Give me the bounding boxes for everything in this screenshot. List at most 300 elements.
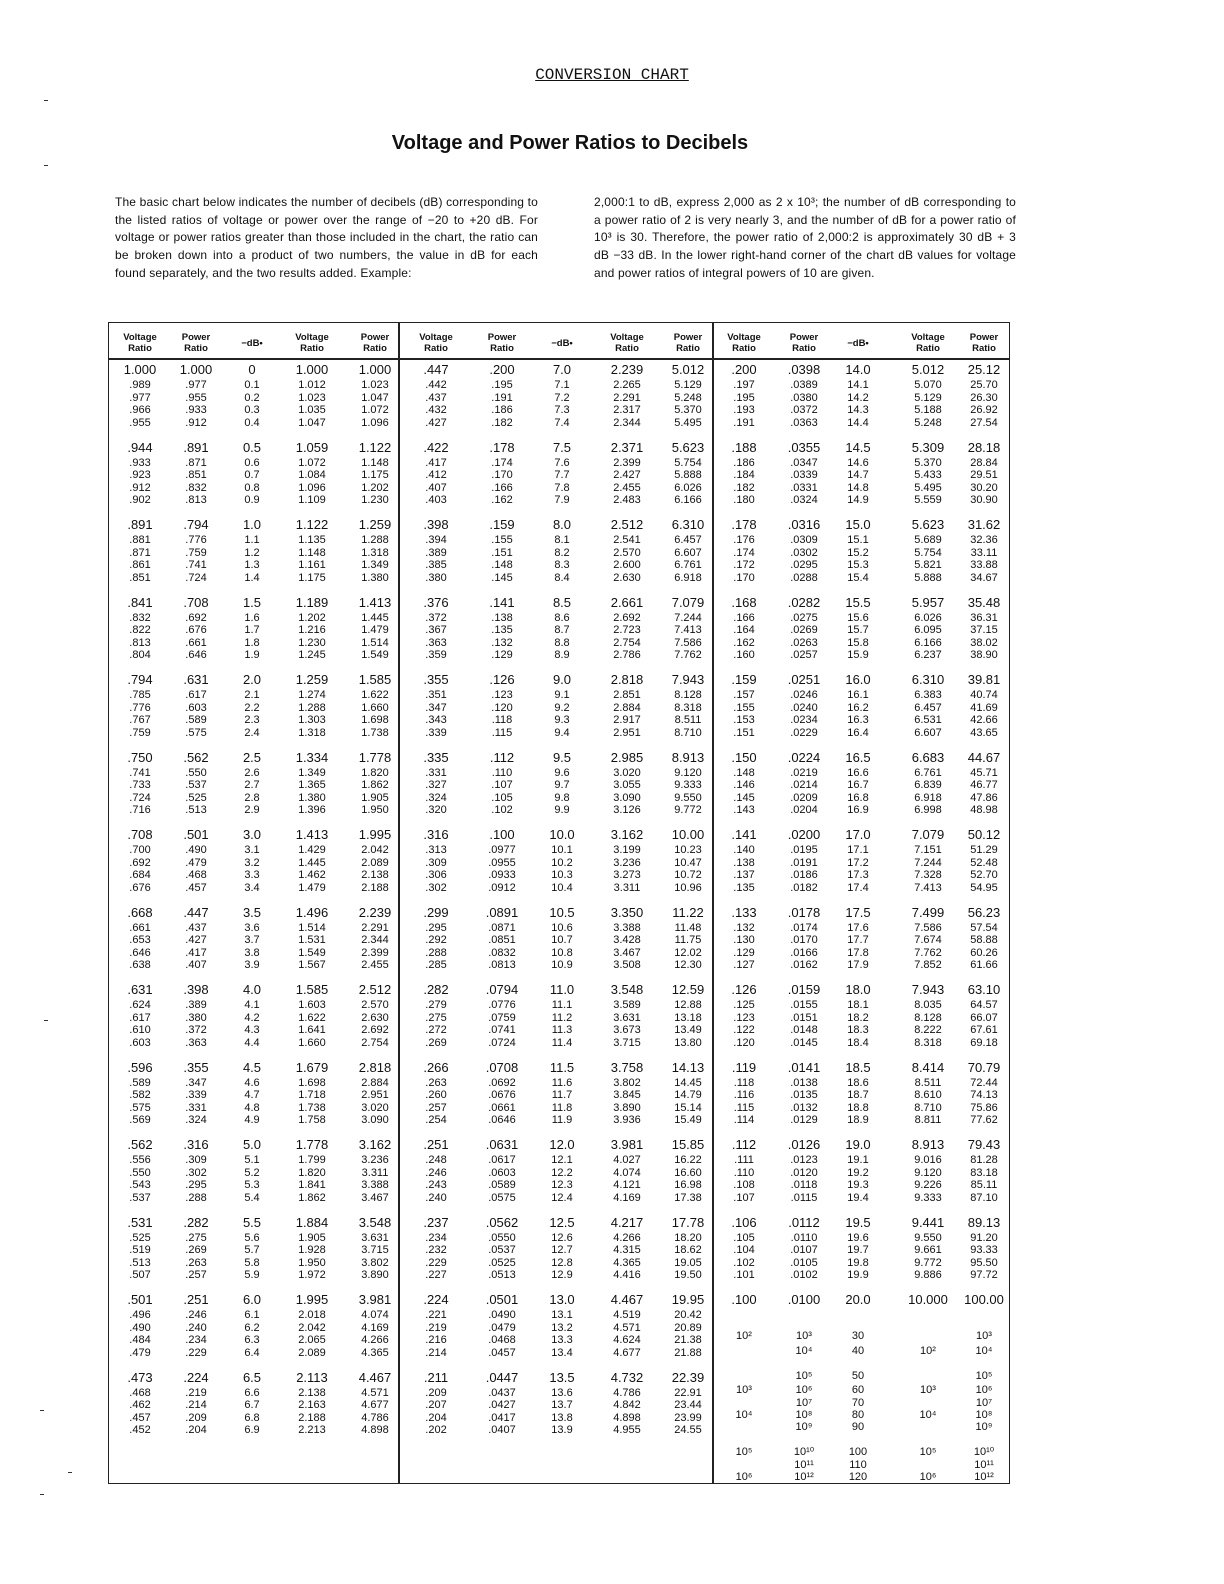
- power-ratio-cell: .575: [185, 726, 207, 739]
- db-cell: 3.7: [244, 934, 260, 947]
- power-of-ten-cell: 10⁶: [735, 1471, 753, 1483]
- voltage-ratio-cell: .923: [129, 469, 151, 482]
- power-of-ten-cell: 10⁵: [919, 1446, 937, 1458]
- power-ratio-cell: .0257: [790, 649, 818, 662]
- power-ratio-cell: .692: [185, 611, 207, 624]
- voltage-ratio-cell: 2.512: [610, 517, 644, 532]
- voltage-ratio-cell: 1.995: [295, 1292, 329, 1307]
- voltage-ratio-cell: 6.607: [914, 726, 942, 739]
- voltage-ratio-cell: 7.674: [914, 934, 942, 947]
- power-of-ten-cell: 10⁶: [919, 1471, 937, 1483]
- db-cell: 1.8: [244, 636, 260, 649]
- voltage-ratio-cell: 6.918: [914, 791, 942, 804]
- power-ratio-cell: 19.05: [674, 1256, 702, 1269]
- db-cell: 15.7: [847, 624, 869, 637]
- power-ratio-cell: .0380: [790, 391, 818, 404]
- power-ratio-cell: 20.89: [674, 1321, 702, 1334]
- db-cell: 7.6: [554, 456, 570, 469]
- voltage-ratio-cell: .380: [425, 571, 447, 584]
- power-ratio-cell: 24.55: [674, 1424, 702, 1437]
- power-of-ten-cell: 90: [851, 1421, 865, 1433]
- power-ratio-cell: .339: [185, 1089, 207, 1102]
- voltage-ratio-cell: .407: [425, 481, 447, 494]
- power-ratio-cell: .324: [185, 1114, 207, 1127]
- power-ratio-cell: 89.13: [967, 1214, 1001, 1230]
- voltage-ratio-cell: .157: [733, 689, 755, 702]
- voltage-ratio-header: Voltage Ratio: [123, 332, 157, 354]
- db-cell: 8.1: [554, 534, 570, 547]
- db-cell: 19.7: [847, 1244, 869, 1257]
- voltage-ratio-cell: 9.333: [914, 1191, 942, 1204]
- voltage-ratio-cell: .617: [129, 1011, 151, 1024]
- db-cell: 4.1: [244, 999, 260, 1012]
- voltage-ratio-cell: .676: [129, 881, 151, 894]
- voltage-ratio-cell: 1.245: [298, 649, 326, 662]
- header-rule: [108, 358, 1010, 360]
- power-ratio-cell: 10.23: [674, 844, 702, 857]
- db-cell: 10.1: [551, 844, 573, 857]
- db-cell: 3.2: [244, 856, 260, 869]
- power-ratio-cell: .0813: [488, 959, 516, 972]
- power-of-ten-cell: 10²: [920, 1345, 936, 1357]
- power-ratio-cell: 1.995: [358, 827, 392, 842]
- power-ratio-cell: .0129: [790, 1114, 818, 1127]
- power-ratio-cell: 6.761: [674, 559, 702, 572]
- voltage-ratio-cell: .955: [129, 416, 151, 429]
- db-cell: 8.9: [554, 649, 570, 662]
- power-ratio-cell: 1.479: [361, 624, 389, 637]
- db-cell: 2.2: [244, 701, 260, 714]
- power-of-ten-cell: 10¹⁰: [973, 1446, 995, 1458]
- voltage-ratio-cell: 3.199: [613, 844, 641, 857]
- voltage-ratio-cell: 1.230: [298, 636, 326, 649]
- power-ratio-cell: .347: [185, 1076, 207, 1089]
- voltage-ratio-cell: .275: [425, 1011, 447, 1024]
- voltage-ratio-cell: .240: [425, 1191, 447, 1204]
- voltage-ratio-cell: 4.519: [613, 1309, 641, 1322]
- voltage-ratio-cell: .355: [423, 672, 449, 687]
- db-cell: 0.3: [244, 404, 260, 417]
- power-ratio-cell: 2.754: [361, 1036, 389, 1049]
- db-cell: 1.2: [244, 546, 260, 559]
- voltage-ratio-cell: .288: [425, 946, 447, 959]
- db-cell: 10.3: [551, 869, 573, 882]
- voltage-ratio-cell: 1.429: [298, 844, 326, 857]
- power-ratio-cell: .0479: [488, 1321, 516, 1334]
- voltage-ratio-cell: 3.162: [610, 827, 644, 842]
- power-ratio-cell: 2.399: [361, 946, 389, 959]
- voltage-ratio-cell: .351: [425, 689, 447, 702]
- power-ratio-cell: 14.45: [674, 1076, 702, 1089]
- voltage-ratio-cell: .684: [129, 869, 151, 882]
- power-ratio-cell: .0398: [787, 362, 821, 377]
- power-ratio-cell: 19.95: [671, 1292, 705, 1307]
- voltage-ratio-cell: .114: [733, 1114, 755, 1127]
- power-ratio-cell: 4.898: [361, 1424, 389, 1437]
- db-cell: 2.4: [244, 726, 260, 739]
- voltage-ratio-cell: .452: [129, 1424, 151, 1437]
- power-of-ten-cell: 10⁷: [795, 1397, 813, 1409]
- db-cell: 18.8: [847, 1101, 869, 1114]
- db-cell: 8.2: [554, 546, 570, 559]
- voltage-ratio-cell: 4.266: [613, 1231, 641, 1244]
- power-ratio-cell: 16.98: [674, 1179, 702, 1192]
- voltage-ratio-cell: .447: [423, 362, 449, 377]
- voltage-ratio-cell: 2.113: [296, 1369, 328, 1385]
- power-ratio-header: Power Ratio: [181, 332, 211, 354]
- db-cell: 6.3: [244, 1334, 260, 1347]
- voltage-ratio-cell: 4.955: [613, 1424, 641, 1437]
- power-ratio-cell: 18.62: [674, 1244, 702, 1257]
- power-of-ten-cell: 10⁴: [735, 1409, 753, 1421]
- voltage-ratio-cell: 1.413: [295, 827, 329, 842]
- db-cell: 9.7: [554, 779, 570, 792]
- power-ratio-cell: .832: [185, 481, 207, 494]
- power-ratio-cell: 30.20: [970, 481, 998, 494]
- voltage-ratio-cell: .302: [425, 881, 447, 894]
- power-ratio-cell: .0871: [488, 921, 516, 934]
- db-cell: 15.9: [847, 649, 869, 662]
- power-ratio-cell: 1.072: [361, 404, 389, 417]
- voltage-ratio-cell: .335: [423, 749, 449, 765]
- db-cell: 19.5: [845, 1214, 871, 1230]
- power-ratio-cell: .0178: [787, 904, 821, 920]
- voltage-ratio-cell: 1.380: [298, 791, 326, 804]
- voltage-ratio-cell: .204: [425, 1411, 447, 1424]
- voltage-ratio-cell: 3.350: [610, 904, 644, 920]
- power-ratio-cell: .933: [185, 404, 207, 417]
- power-ratio-cell: 4.786: [361, 1411, 389, 1424]
- power-of-ten-cell: 30: [851, 1330, 865, 1342]
- power-of-ten-cell: 70: [851, 1397, 865, 1409]
- voltage-ratio-cell: .367: [425, 624, 447, 637]
- db-cell: 5.4: [244, 1191, 260, 1204]
- db-cell: 4.6: [244, 1076, 260, 1089]
- voltage-ratio-cell: .313: [425, 844, 447, 857]
- db-cell: 6.5: [242, 1369, 262, 1385]
- db-cell: 13.4: [551, 1346, 573, 1359]
- power-ratio-cell: 2.630: [361, 1011, 389, 1024]
- db-cell: 18.1: [847, 999, 869, 1012]
- power-ratio-cell: .0132: [790, 1101, 818, 1114]
- db-cell: 2.5: [242, 749, 262, 765]
- voltage-ratio-cell: .822: [129, 624, 151, 637]
- power-ratio-cell: .141: [489, 594, 515, 610]
- power-ratio-cell: .0501: [485, 1292, 519, 1307]
- power-ratio-cell: 1.862: [361, 779, 389, 792]
- db-cell: 9.4: [554, 726, 570, 739]
- db-cell: 10.5: [549, 904, 575, 920]
- voltage-ratio-cell: .804: [129, 649, 151, 662]
- power-ratio-cell: 23.99: [674, 1411, 702, 1424]
- voltage-ratio-cell: 3.273: [613, 869, 641, 882]
- power-ratio-cell: .0182: [790, 881, 818, 894]
- db-cell: 14.5: [845, 439, 871, 455]
- voltage-ratio-cell: .733: [129, 779, 151, 792]
- db-cell: 0.4: [244, 416, 260, 429]
- power-ratio-cell: 10.47: [674, 856, 702, 869]
- voltage-ratio-cell: .123: [733, 1011, 755, 1024]
- db-cell: 9.8: [554, 791, 570, 804]
- power-of-ten-cell: 10⁶: [975, 1384, 993, 1396]
- scan-mark: [68, 1472, 72, 1473]
- power-ratio-header: Power Ratio: [673, 332, 703, 354]
- power-ratio-cell: 85.11: [970, 1179, 998, 1192]
- db-cell: 14.4: [847, 416, 869, 429]
- power-ratio-cell: .0407: [488, 1424, 516, 1437]
- power-ratio-cell: 4.467: [358, 1369, 392, 1385]
- db-cell: 15.8: [847, 636, 869, 649]
- voltage-ratio-cell: .432: [425, 404, 447, 417]
- voltage-ratio-cell: 4.898: [613, 1411, 641, 1424]
- power-ratio-cell: 9.772: [674, 804, 702, 817]
- voltage-ratio-cell: 8.913: [911, 1137, 945, 1152]
- power-ratio-cell: 3.890: [361, 1269, 389, 1282]
- power-of-ten-cell: 10⁵: [795, 1370, 813, 1382]
- voltage-ratio-cell: 3.589: [613, 999, 641, 1012]
- power-ratio-cell: 12.88: [674, 999, 702, 1012]
- power-ratio-cell: 11.75: [674, 934, 702, 947]
- power-ratio-cell: .0363: [790, 416, 818, 429]
- power-ratio-cell: 50.12: [967, 827, 1001, 842]
- power-ratio-cell: 4.677: [361, 1399, 389, 1412]
- voltage-ratio-cell: .101: [733, 1269, 755, 1282]
- power-ratio-cell: 56.23: [967, 904, 1001, 920]
- power-ratio-cell: .0174: [790, 921, 818, 934]
- power-ratio-header: Power Ratio: [969, 332, 999, 354]
- voltage-ratio-cell: .977: [129, 391, 151, 404]
- db-cell: 4.8: [244, 1101, 260, 1114]
- power-ratio-cell: 5.495: [674, 416, 702, 429]
- power-ratio-cell: .0282: [787, 594, 821, 610]
- voltage-ratio-cell: 3.467: [613, 946, 641, 959]
- power-ratio-cell: .501: [183, 827, 209, 842]
- voltage-ratio-cell: .140: [733, 844, 755, 857]
- power-ratio-cell: 8.710: [674, 726, 702, 739]
- power-ratio-cell: 52.48: [970, 856, 998, 869]
- power-ratio-cell: 46.77: [970, 779, 998, 792]
- voltage-ratio-cell: 2.065: [298, 1334, 326, 1347]
- voltage-ratio-cell: 4.027: [613, 1154, 641, 1167]
- db-cell: 16.9: [847, 804, 869, 817]
- voltage-ratio-cell: 2.818: [610, 672, 644, 687]
- db-cell: 6.1: [244, 1309, 260, 1322]
- power-ratio-cell: 13.18: [674, 1011, 702, 1024]
- db-cell: 9.2: [554, 701, 570, 714]
- voltage-ratio-cell: 1.445: [298, 856, 326, 869]
- power-ratio-cell: 1.950: [361, 804, 389, 817]
- voltage-ratio-cell: 1.122: [295, 517, 329, 532]
- power-ratio-cell: 16.22: [674, 1154, 702, 1167]
- voltage-ratio-cell: 9.226: [914, 1179, 942, 1192]
- voltage-ratio-cell: .107: [733, 1191, 755, 1204]
- voltage-ratio-cell: .989: [129, 379, 151, 392]
- power-ratio-cell: 1.820: [361, 766, 389, 779]
- power-ratio-cell: .447: [183, 904, 209, 920]
- voltage-ratio-header: Voltage Ratio: [295, 332, 329, 354]
- voltage-ratio-cell: 2.951: [613, 726, 641, 739]
- power-ratio-cell: 2.344: [361, 934, 389, 947]
- db-cell: 19.3: [847, 1179, 869, 1192]
- power-ratio-cell: .708: [183, 594, 209, 610]
- voltage-ratio-cell: 1.820: [298, 1166, 326, 1179]
- voltage-ratio-cell: .507: [129, 1269, 151, 1282]
- voltage-ratio-cell: 4.677: [613, 1346, 641, 1359]
- power-ratio-cell: .155: [491, 534, 513, 547]
- voltage-ratio-cell: 6.531: [914, 714, 942, 727]
- voltage-ratio-cell: 5.623: [911, 517, 945, 532]
- db-cell: 8.6: [554, 611, 570, 624]
- db-cell: 6.9: [244, 1424, 260, 1437]
- voltage-ratio-cell: 5.370: [914, 456, 942, 469]
- voltage-ratio-cell: 8.318: [914, 1036, 942, 1049]
- voltage-ratio-cell: 2.723: [613, 624, 641, 637]
- power-ratio-cell: 47.86: [970, 791, 998, 804]
- voltage-ratio-cell: 2.265: [613, 379, 641, 392]
- voltage-ratio-cell: 1.023: [298, 391, 326, 404]
- power-ratio-cell: 45.71: [970, 766, 998, 779]
- db-cell: 0.5: [242, 439, 262, 455]
- power-ratio-cell: 17.38: [674, 1191, 702, 1204]
- power-ratio-cell: .229: [185, 1346, 207, 1359]
- power-ratio-cell: .724: [185, 571, 207, 584]
- db-cell: 8.5: [552, 594, 572, 610]
- voltage-ratio-cell: 3.890: [613, 1101, 641, 1114]
- power-of-ten-cell: 120: [848, 1471, 868, 1483]
- voltage-ratio-cell: 1.514: [298, 921, 326, 934]
- voltage-ratio-cell: .118: [733, 1076, 755, 1089]
- power-ratio-cell: 16.60: [674, 1166, 702, 1179]
- db-cell: 18.5: [845, 1059, 871, 1075]
- db-cell: 13.9: [551, 1424, 573, 1437]
- voltage-ratio-cell: .442: [425, 379, 447, 392]
- power-ratio-cell: .0437: [488, 1386, 516, 1399]
- power-ratio-cell: 5.754: [674, 456, 702, 469]
- power-ratio-cell: .0794: [485, 982, 519, 997]
- power-ratio-cell: .0269: [790, 624, 818, 637]
- power-ratio-cell: .550: [185, 766, 207, 779]
- voltage-ratio-cell: 1.660: [298, 1036, 326, 1049]
- power-ratio-cell: .275: [185, 1231, 207, 1244]
- power-ratio-cell: .871: [185, 456, 207, 469]
- voltage-ratio-cell: .484: [129, 1334, 151, 1347]
- power-ratio-cell: 2.089: [361, 856, 389, 869]
- db-cell: 11.4: [551, 1036, 573, 1049]
- power-ratio-cell: 1.514: [361, 636, 389, 649]
- power-ratio-cell: 1.778: [358, 749, 392, 765]
- db-cell: 8.0: [552, 517, 572, 532]
- power-ratio-cell: 25.12: [967, 362, 1001, 377]
- voltage-ratio-cell: 1.905: [298, 1231, 326, 1244]
- power-of-ten-cell: 10¹²: [974, 1471, 994, 1483]
- voltage-ratio-cell: 8.128: [914, 1011, 942, 1024]
- voltage-ratio-cell: 3.758: [610, 1059, 644, 1075]
- power-ratio-cell: .759: [185, 546, 207, 559]
- power-ratio-cell: .0155: [790, 999, 818, 1012]
- voltage-ratio-cell: 2.455: [613, 481, 641, 494]
- power-ratio-cell: 58.88: [970, 934, 998, 947]
- voltage-ratio-cell: 1.862: [298, 1191, 326, 1204]
- voltage-ratio-cell: 6.683: [911, 749, 945, 765]
- power-of-ten-cell: 10³: [796, 1330, 812, 1342]
- power-ratio-cell: .0851: [488, 934, 516, 947]
- power-ratio-cell: .331: [185, 1101, 207, 1114]
- voltage-ratio-cell: .417: [425, 456, 447, 469]
- power-ratio-cell: 1.445: [361, 611, 389, 624]
- power-ratio-cell: 1.380: [361, 571, 389, 584]
- power-ratio-cell: .138: [491, 611, 513, 624]
- power-ratio-cell: 1.585: [358, 672, 392, 687]
- voltage-ratio-cell: 4.217: [610, 1214, 644, 1230]
- voltage-ratio-cell: .282: [423, 982, 449, 997]
- voltage-ratio-cell: .661: [129, 921, 151, 934]
- voltage-ratio-cell: 1.679: [295, 1059, 329, 1075]
- voltage-ratio-cell: 1.549: [298, 946, 326, 959]
- power-ratio-cell: .0263: [790, 636, 818, 649]
- db-cell: 1.9: [244, 649, 260, 662]
- voltage-ratio-cell: 4.732: [610, 1369, 644, 1385]
- voltage-ratio-cell: 1.059: [295, 439, 329, 455]
- power-ratio-cell: 3.631: [361, 1231, 389, 1244]
- power-ratio-cell: 6.026: [674, 481, 702, 494]
- voltage-ratio-cell: 1.718: [298, 1089, 326, 1102]
- voltage-ratio-cell: .462: [129, 1399, 151, 1412]
- db-cell: 0.6: [244, 456, 260, 469]
- db-cell: 2.0: [242, 672, 262, 687]
- voltage-ratio-cell: .347: [425, 701, 447, 714]
- power-ratio-cell: 2.042: [361, 844, 389, 857]
- voltage-ratio-cell: 3.055: [613, 779, 641, 792]
- voltage-ratio-cell: 3.631: [613, 1011, 641, 1024]
- db-cell: 8.3: [554, 559, 570, 572]
- power-ratio-cell: .479: [185, 856, 207, 869]
- power-ratio-cell: 51.29: [970, 844, 998, 857]
- voltage-ratio-cell: 1.109: [298, 494, 326, 507]
- voltage-ratio-cell: .251: [423, 1137, 449, 1152]
- db-cell: 12.9: [551, 1269, 573, 1282]
- voltage-ratio-cell: .133: [731, 904, 757, 920]
- power-ratio-cell: .282: [183, 1214, 209, 1230]
- db-cell: 15.6: [847, 611, 869, 624]
- voltage-ratio-cell: .102: [733, 1256, 755, 1269]
- power-ratio-cell: 12.30: [674, 959, 702, 972]
- power-ratio-cell: .162: [491, 494, 513, 507]
- power-ratio-cell: 3.802: [361, 1256, 389, 1269]
- power-ratio-cell: .525: [185, 791, 207, 804]
- db-cell: 9.6: [554, 766, 570, 779]
- db-cell: 15.2: [847, 546, 869, 559]
- db-cell: 16.5: [845, 749, 871, 765]
- voltage-ratio-cell: 8.610: [914, 1089, 942, 1102]
- power-ratio-cell: 39.81: [967, 672, 1001, 687]
- voltage-ratio-cell: .700: [129, 844, 151, 857]
- power-ratio-cell: 2.692: [361, 1024, 389, 1037]
- db-cell: 13.3: [551, 1334, 573, 1347]
- voltage-ratio-cell: 7.151: [914, 844, 942, 857]
- power-ratio-header: Power Ratio: [360, 332, 390, 354]
- voltage-ratio-cell: 6.166: [914, 636, 942, 649]
- db-cell: 15.3: [847, 559, 869, 572]
- db-cell: 10.8: [551, 946, 573, 959]
- voltage-ratio-cell: .359: [425, 649, 447, 662]
- power-ratio-cell: .0141: [787, 1059, 821, 1075]
- voltage-ratio-cell: 3.508: [613, 959, 641, 972]
- db-cell: 7.4: [554, 416, 570, 429]
- voltage-ratio-cell: .750: [127, 749, 153, 765]
- db-cell: 4.2: [244, 1011, 260, 1024]
- power-ratio-cell: .631: [183, 672, 209, 687]
- power-ratio-cell: .0372: [790, 404, 818, 417]
